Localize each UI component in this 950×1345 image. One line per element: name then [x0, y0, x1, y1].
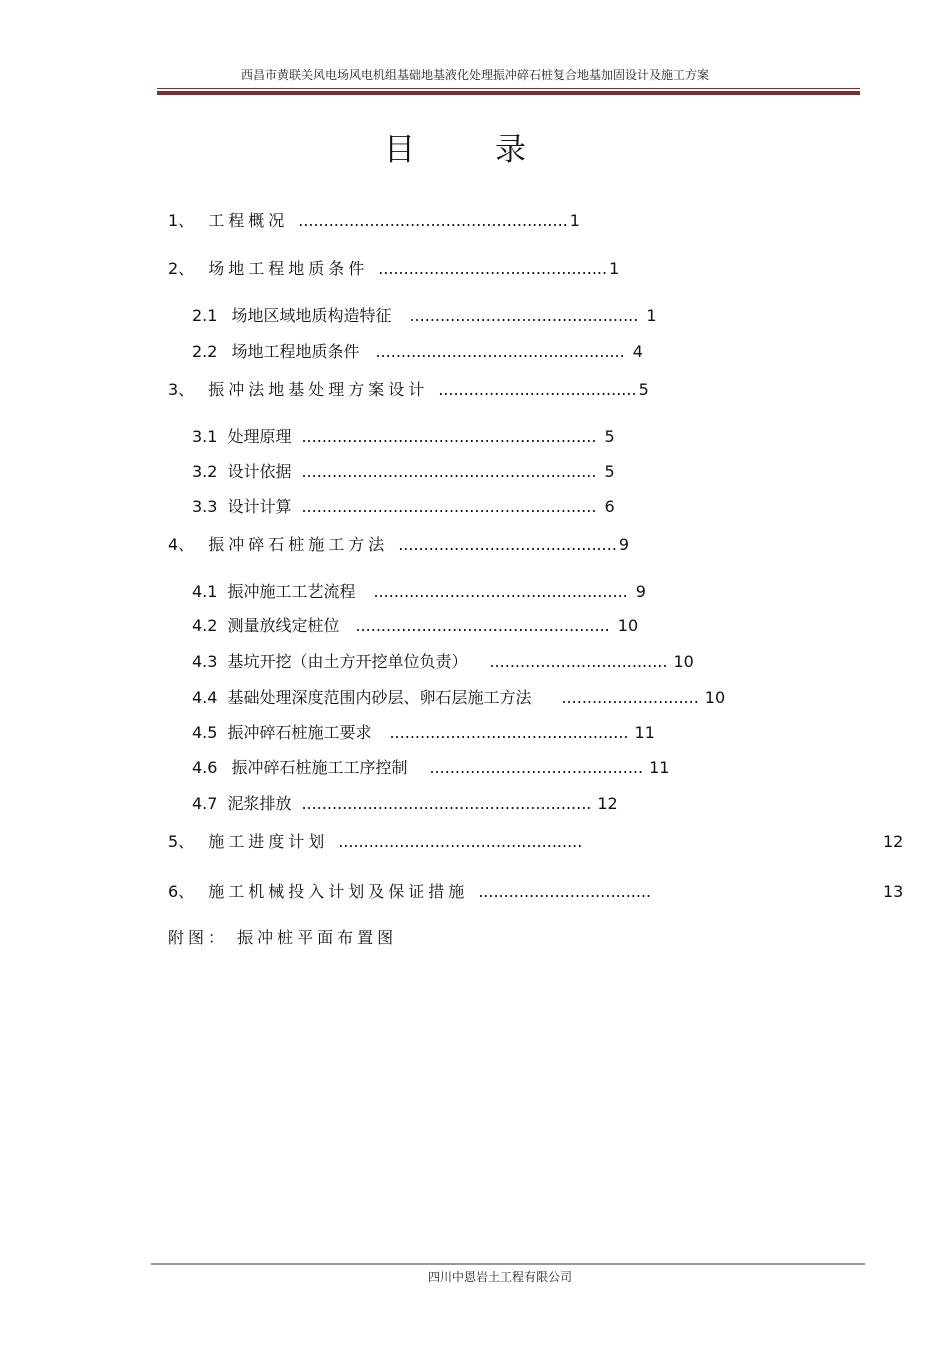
toc-page-number: 10	[673, 652, 694, 671]
toc-entry-2-1[interactable]	[192, 306, 657, 326]
toc-page-number: 9	[635, 582, 646, 601]
toc-page-number: 10	[617, 616, 639, 635]
toc-entry-2-2[interactable]	[192, 342, 643, 362]
toc-leader-dots: ..........................................	[429, 758, 644, 777]
toc-page-number: 12	[597, 794, 618, 813]
toc-entry-number: 3、	[168, 380, 195, 399]
toc-entry-label: 振冲碎石桩施工要求	[227, 723, 372, 742]
toc-entry-number: 4.4	[192, 688, 218, 707]
toc-page-number: 4	[632, 342, 643, 361]
toc-entry-number: 4.3	[192, 652, 218, 671]
toc-entry-label: 处理原理	[227, 427, 292, 446]
toc-entry-number: 6、	[168, 882, 195, 901]
toc-leader-dots: ................................................	[338, 832, 583, 851]
toc-entry-3-3[interactable]	[192, 497, 615, 517]
toc-entry-label: 场地工程地质条件	[208, 259, 369, 278]
footer-company: 四川中恩岩土工程有限公司	[427, 1270, 572, 1284]
toc-entry-number: 2.2	[192, 342, 218, 361]
toc-page-number: 11	[634, 723, 655, 742]
toc-entry-4-5[interactable]	[192, 723, 655, 743]
toc-entry-2[interactable]	[168, 259, 619, 279]
toc-entry-6[interactable]	[168, 882, 651, 902]
toc-leader-dots: ..................................................	[355, 616, 610, 635]
header-rule-thin	[157, 88, 860, 89]
toc-entry-label: 施工机械投入计划及保证措施	[208, 882, 469, 901]
toc-leader-dots: ..................................................	[373, 582, 628, 601]
toc-entry-label: 测量放线定桩位	[227, 616, 340, 635]
toc-leader-dots: ..........................................................	[301, 427, 597, 446]
toc-page-number: 1	[646, 306, 657, 325]
toc-page-number: 5	[638, 380, 649, 399]
toc-page-number: 5	[604, 462, 615, 481]
toc-entry-4-4[interactable]	[192, 688, 725, 708]
toc-entry-label: 设计依据	[227, 462, 292, 481]
toc-entry-label: 振冲碎石桩施工方法	[208, 535, 389, 554]
toc-page-number: 13	[883, 882, 904, 901]
document-header-title: 西昌市黄联关风电场风电机组基础地基液化处理振冲碎石桩复合地基加固设计及施工方案	[240, 68, 709, 82]
toc-entry-3-1[interactable]	[192, 427, 615, 447]
toc-entry-1[interactable]	[168, 211, 580, 231]
toc-page-number: 11	[649, 758, 670, 777]
toc-entry-label: 场地区域地质构造特征	[231, 306, 392, 325]
toc-entry-4-2[interactable]	[192, 616, 638, 636]
toc-entry-4[interactable]	[168, 535, 629, 555]
toc-entry-number: 4.2	[192, 616, 218, 635]
toc-page-number: 5	[604, 427, 615, 446]
toc-leader-dots: .....................................................	[298, 211, 568, 230]
toc-entry-5[interactable]	[168, 832, 582, 852]
toc-leader-dots: ..........................................................	[301, 462, 597, 481]
header-rule-thick	[157, 91, 860, 95]
toc-entry-label: 设计计算	[227, 497, 292, 516]
toc-entry-label: 振冲施工工艺流程	[227, 582, 356, 601]
toc-leader-dots: ...................................	[489, 652, 668, 671]
toc-leader-dots: .......................................	[438, 380, 637, 399]
toc-page-number: 9	[618, 535, 630, 554]
toc-entry-3-2[interactable]	[192, 462, 615, 482]
toc-entry-number: 4.5	[192, 723, 218, 742]
toc-entry-4-7[interactable]	[192, 794, 618, 814]
toc-entry-number: 4.6	[192, 758, 218, 777]
toc-entry-label: 基坑开挖（由土方开挖单位负责）	[227, 652, 468, 671]
toc-leader-dots: .........................................................	[301, 794, 592, 813]
toc-page-number: 10	[704, 688, 726, 707]
footer-rule	[151, 1263, 865, 1265]
toc-page-number: 1	[609, 259, 620, 278]
toc-leader-dots: ...............................................	[389, 723, 629, 742]
toc-leader-dots: ...........................	[561, 688, 699, 707]
toc-entry-4-1[interactable]	[192, 582, 646, 602]
toc-entry-number: 2、	[168, 259, 195, 278]
toc-entry-number: 1、	[168, 211, 195, 230]
toc-entry-number: 4.1	[192, 582, 218, 601]
toc-title: 目录	[384, 132, 606, 168]
toc-entry-number: 3.2	[192, 462, 218, 481]
toc-entry-4-6[interactable]	[192, 758, 669, 778]
toc-entry-number: 2.1	[192, 306, 218, 325]
toc-entry-label: 场地工程地质条件	[231, 342, 360, 361]
toc-entry-label: 施工进度计划	[208, 832, 329, 851]
toc-entry-label: 基础处理深度范围内砂层、卵石层施工方法	[227, 688, 532, 707]
toc-entry-label: 振冲碎石桩施工工序控制	[231, 758, 408, 777]
toc-entry-4-3[interactable]	[192, 652, 694, 672]
toc-leader-dots: .............................................	[409, 306, 639, 325]
toc-entry-number: 3.1	[192, 427, 218, 446]
toc-entry-3[interactable]	[168, 380, 649, 400]
toc-entry-label: 振冲法地基处理方案设计	[208, 380, 429, 399]
toc-page-number: 12	[883, 832, 904, 851]
toc-leader-dots: ..................................	[478, 882, 652, 901]
toc-leader-dots: .................................................	[375, 342, 625, 361]
toc-entry-number: 4、	[168, 535, 195, 554]
toc-entry-label: 泥浆排放	[227, 794, 292, 813]
toc-entry-number: 4.7	[192, 794, 218, 813]
toc-entry-number: 3.3	[192, 497, 218, 516]
toc-entry-label: 附图： 振冲桩平面布置图	[168, 928, 398, 947]
toc-leader-dots: ..........................................................	[301, 497, 597, 516]
toc-entry-appendix[interactable]	[168, 928, 397, 948]
toc-entry-number: 5、	[168, 832, 195, 851]
toc-page-number: 6	[604, 497, 615, 516]
toc-page-number: 1	[569, 211, 580, 230]
toc-entry-label: 工程概况	[208, 211, 289, 230]
toc-leader-dots: ...........................................	[398, 535, 617, 554]
toc-leader-dots: .............................................	[378, 259, 608, 278]
